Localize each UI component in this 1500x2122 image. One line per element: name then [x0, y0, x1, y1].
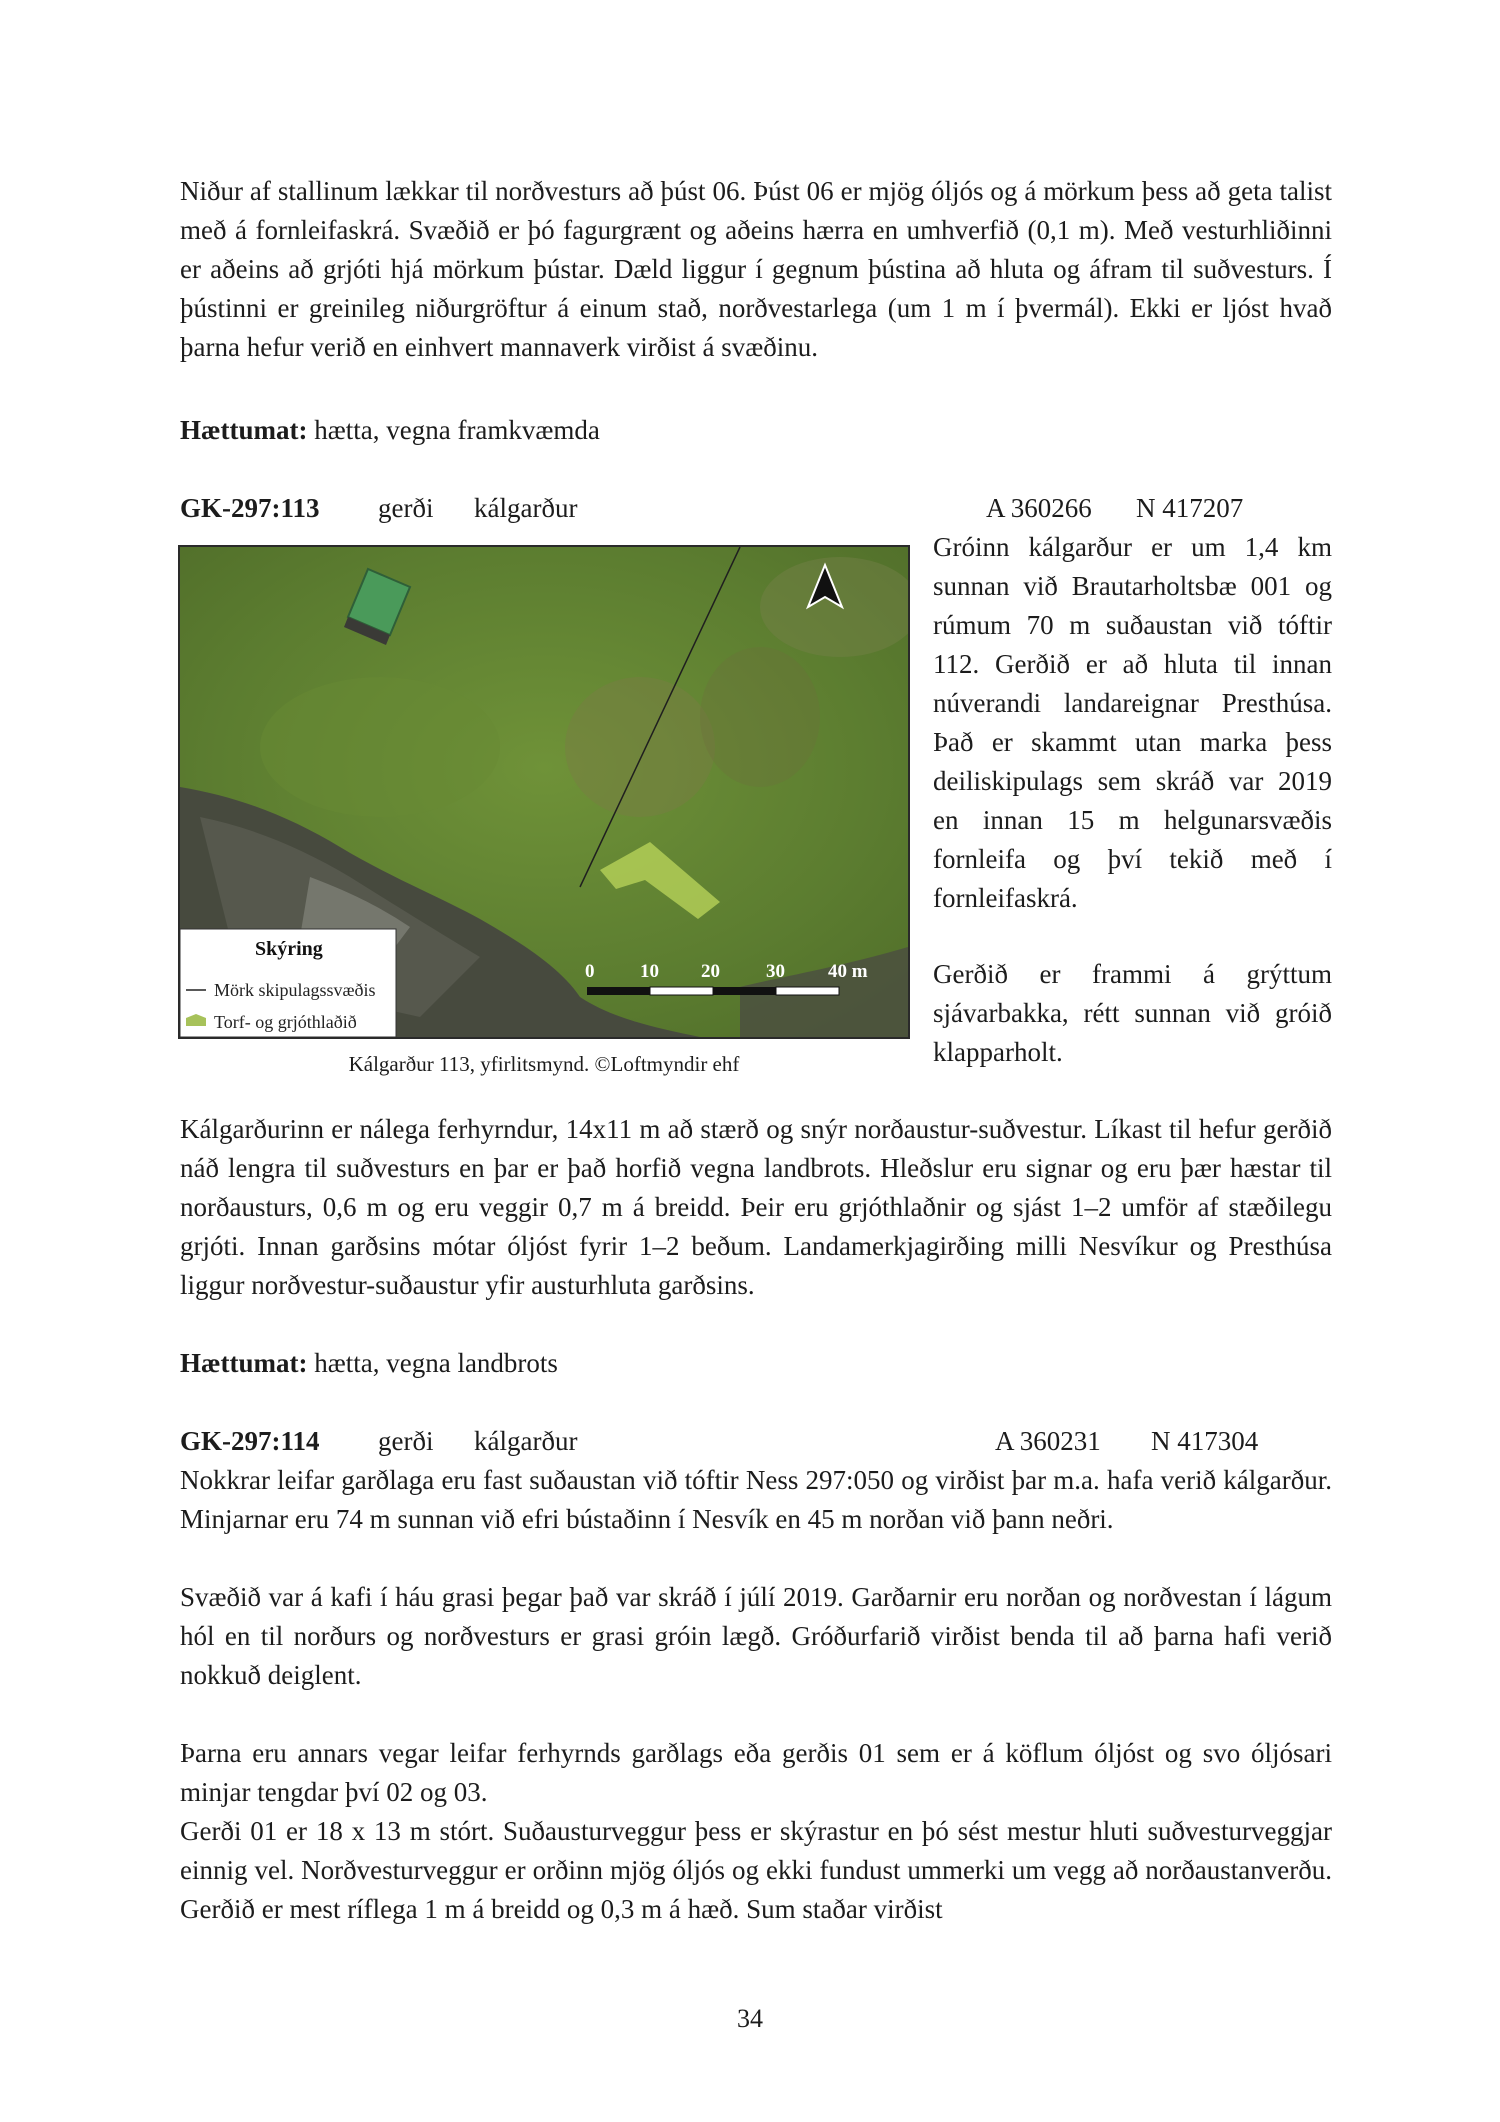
risk-assessment-1: [180, 411, 600, 450]
intro-paragraph: Niður af stallinum lækkar til norðvesturs að þúst 06. Þúst 06 er mjög óljós og á mörkum þess að geta talist með á fornleifaskrá. Svæðið er þó fagurgrænt og aðeins hærra en umhverfið (0,1 m). Með vesturhliðinni er aðeins að grjóti hjá mörkum þústar. Dæld liggur í gegnum þústina að hluta og áfram til suðvesturs. Í þústinni er greinileg niðurgröftur á einum stað, norðvestarlega (um 1 m í þvermál). Ekki er ljóst hvað þarna hefur verið en einhvert mannaverk virðist á svæðinu.: [180, 176, 1332, 362]
entry-function: kálgarður: [474, 493, 578, 523]
entry-114-paragraph-4: Gerði 01 er 18 x 13 m stórt. Suðausturveggur þess er skýrastur en þó sést mestur hluti suðvesturveggjar einnig vel. Norðvesturveggur er orðinn mjög óljós og ekki fundust ummerki um vegg að norðaustanverðu. Gerðið er mest ríflega 1 m á breidd og 0,3 m á hæð. Sum staðar virðist: [180, 1816, 1332, 1924]
entry-113-header: [180, 489, 1332, 528]
figure-caption: Kálgarður 113, yfirlitsmynd. ©Loftmyndir ehf: [348, 1052, 740, 1076]
entry-114-header: [180, 1422, 1332, 1461]
entry-113-description: Kálgarðurinn er nálega ferhyrndur, 14x11 m að stærð og snýr norðaustur-suðvestur. Líkast til hefur gerðið náð lengra til suðvesturs en þar er það horfið vegna landbrots. Hleðslur eru signar og eru þær hæstar til norðausturs, 0,6 m og eru veggir 0,7 m á breidd. Þeir eru grjóthlaðnir og sjást 1–2 umför af stæðilegu grjóti. Innan garðsins mótar óljóst fyrir 1–2 beðum. Landamerkjagirðing milli Nesvíkur og Presthúsa liggur norðvestur-suðaustur yfir austurhluta garðsins.: [180, 1114, 1332, 1300]
risk-assessment-2: [180, 1344, 558, 1383]
risk-text: hætta, vegna framkvæmda: [314, 415, 600, 445]
entry-114-paragraph-1: Nokkrar leifar garðlaga eru fast suðaustan við tóftir Ness 297:050 og virðist þar m.a. hafa verið kálgarður. Minjarnar eru 74 m sunnan við efri bústaðinn í Nesvík en 45 m norðan við þann neðri.: [180, 1465, 1332, 1534]
entry-114-paragraph-3: Þarna eru annars vegar leifar ferhyrnds garðlags eða gerðis 01 sem er á köflum óljóst og svo óljósari minjar tengdar því 02 og 03.: [180, 1738, 1332, 1807]
aerial-photo-figure: [178, 545, 910, 1039]
risk-label: Hættumat:: [180, 1348, 308, 1378]
entry-114-paragraph-2: Svæðið var á kafi í háu grasi þegar það var skráð í júlí 2019. Garðarnir eru norðan og norðvestan í lágum hól en til norðurs og norðvesturs er grasi gróin lægð. Gróðurfarið virðist benda til að þarna hafi verið nokkuð deiglent.: [180, 1582, 1332, 1690]
map-legend: [180, 929, 396, 1037]
entry-function: kálgarður: [474, 1426, 578, 1456]
scale-label: 0: [585, 961, 595, 982]
entry-code: GK-297:114: [180, 1426, 320, 1456]
entry-113-side-text-1: Gróinn kálgarður er um 1,4 km sunnan við Brautarholtsbæ 001 og rúmum 70 m suðaustan við tóftir 112. Gerðið er að hluta til innan núverandi landareignar Presthúsa. Það er skammt utan marka þess deiliskipulags sem skráð var 2019 en innan 15 m helgunarsvæðis fornleifa og því tekið með í fornleifaskrá.: [933, 532, 1332, 913]
risk-text: hætta, vegna landbrots: [314, 1348, 558, 1378]
entry-113-side-text-2: Gerðið er frammi á grýttum sjávarbakka, rétt sunnan við gróið klapparholt.: [933, 959, 1332, 1067]
entry-coord-n: N 417207: [1136, 493, 1244, 523]
risk-label: Hættumat:: [180, 415, 308, 445]
entry-coord-a: A 360231: [995, 1426, 1101, 1456]
scale-label: 40 m: [828, 961, 868, 982]
legend-item-wall: Torf- og grjóthlaðið: [214, 1012, 357, 1032]
entry-code: GK-297:113: [180, 493, 320, 523]
legend-item-boundary: Mörk skipulagssvæðis: [214, 980, 376, 1000]
aerial-photo: [180, 547, 908, 1037]
legend-title: Skýring: [255, 938, 323, 960]
scale-label: 10: [640, 961, 659, 982]
scale-label: 20: [701, 961, 720, 982]
entry-coord-n: N 417304: [1151, 1426, 1259, 1456]
entry-type: gerði: [378, 1426, 434, 1456]
page-number: 34: [737, 2004, 763, 2033]
entry-coord-a: A 360266: [986, 493, 1092, 523]
entry-type: gerði: [378, 493, 434, 523]
scale-label: 30: [766, 961, 785, 982]
